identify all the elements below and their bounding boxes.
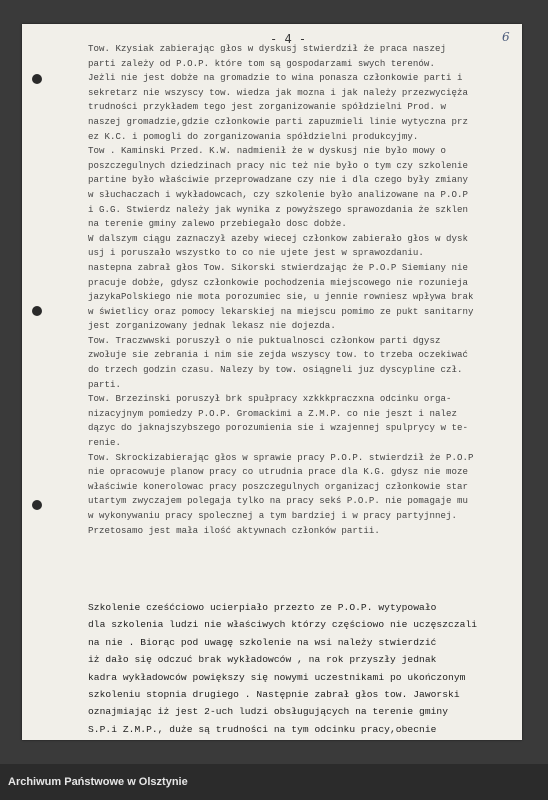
document-line: w słuchaczach i wykładowcach, czy szkolenie było analizowane na P.O.P	[88, 188, 468, 200]
document-line: utartym zwyczajem polegaja tylko na pracy sekś P.O.P. nie pomagaje mu	[88, 495, 468, 507]
document-line: S.P.i Z.M.P., duże są trudności na tym odcinku pracy,obecnie	[88, 723, 437, 735]
document-line: Przetosamo jest mała ilość aktywnach członków partii.	[88, 524, 380, 536]
document-line: renie.	[88, 437, 122, 449]
document-page	[22, 24, 522, 740]
document-line: Tow. Kzysiak zabierając głos w dyskusj stwierdził że praca naszej	[88, 43, 446, 54]
document-line: właściwie konerolowac pracy poszczegulnych organizacj członkowie star	[88, 480, 468, 492]
document-line: dązyc do jaknajszybszego porozumienia sie i wzajennej spulprycy w te-	[88, 422, 468, 434]
document-line: oznajmiając iż jest 2-uch ludzi obsługujących na terenie gminy	[88, 706, 449, 718]
document-line: do trzech godzin czasu. Nalezy by tow. osiągneli juz dyscypline czł.	[88, 364, 463, 376]
document-line: parti zależy od P.O.P. które tom są gospodarzami swych terenów.	[88, 57, 435, 69]
document-line: dla szkolenia ludzi nie właściwych którzy częściowo nie uczęszczali	[88, 619, 478, 631]
document-line: jest zorganizowany jednak lekasz nie dojezda.	[88, 320, 336, 332]
archive-footer-bar	[0, 764, 548, 800]
document-line: jazykaPolskiego nie mota porozumiec sie, u jennie rowniesz wpływa brak	[88, 291, 474, 303]
punch-hole-icon	[32, 306, 42, 316]
document-line: nastepna zabrał głos Tow. Sikorski stwierdzając że P.O.P Siemiany nie	[88, 261, 468, 273]
document-line: Jeżli nie jest dobże na gromadzie to wina ponasza członkowie parti i	[88, 72, 463, 84]
document-line: ez K.C. i pomogli do zorganizowania spółdzielni produkcyjmy.	[88, 130, 419, 142]
typed-paragraph-2	[88, 599, 518, 738]
document-line: Tow. Skrockizabierając głos w sprawie pracy P.O.P. stwierdził że P.O.P	[88, 451, 474, 463]
page-number: - 4 -	[270, 32, 307, 46]
document-line: naszej gromadzie,gdzie członkowie parti zapuzmieli linie wytyczna prz	[88, 115, 468, 127]
document-line: nie opracowuje planow pracy co utrudnia prace dla K.G. gdysz nie moze	[88, 466, 468, 478]
punch-hole-icon	[32, 74, 42, 84]
document-line: nizacyjnym pomiedzy P.O.P. Gromackimi a Z.M.P. co nie jeszt i nalez	[88, 407, 457, 419]
document-line: i G.G. Stwierdz należy jak wynika z powyższego sprawozdania że szklen	[88, 203, 468, 215]
document-line: trudności przykładem tego jest zorganizowanie spółdzielni Prod. w	[88, 101, 446, 113]
document-line: Tow . Kaminski Przed. K.W. nadmienił że w dyskusj nie było mowy o	[88, 145, 446, 157]
punch-hole-icon	[32, 500, 42, 510]
document-line: w wykonywaniu pracy spolecznej a tym bardziej i w pracy partyjnnej.	[88, 510, 457, 521]
document-line: kadra wykładowców powiększy się nowymi uczestnikami po ukończonym	[88, 671, 466, 683]
document-line: szkoleniu stopnia drugiego . Następnie zabrał głos tow. Jaworski	[88, 688, 460, 700]
document-line: w świetlicy oraz pomocy lekarskiej na miejscu pomimo ze pukt sanitarny	[88, 305, 474, 317]
archive-name: Archiwum Państwowe w Olsztynie	[8, 776, 188, 788]
document-line: W dalszym ciągu zaznaczył azeby wiecej członkow zabierało głos w dysk	[88, 232, 468, 244]
typed-paragraph-1	[88, 42, 518, 538]
document-line: sekretarz nie wszyscy tow. wiedza jak mozna i jak należy przezwycięża	[88, 86, 468, 98]
document-line: pracuje dobże, gdysz członkowie pochodzenia miejscowego nie rozunieja	[88, 276, 468, 288]
document-line: parti.	[88, 378, 122, 390]
document-line: poszczegulnych dziedzinach pracy nic też nie było o tym czy szkolenie	[88, 159, 468, 171]
document-line: usj i poruszało wszystko to co nie ujete jest w sprawozdaniu.	[88, 247, 424, 259]
document-line: Tow. Brzezinski poruszył brk spułpracy xzkkkpraczxna odcinku orga-	[88, 393, 452, 405]
document-line: partine było właściwie przeprowadzane czy nie i dla czego były zmiany	[88, 174, 468, 186]
document-line: Szkolenie cześćciowo ucierpiało przezto ze P.O.P. wytypowało	[88, 602, 437, 613]
document-line: zwołuje sie zebrania i nim sie zejda wszyscy tow. to trzeba oczekiwać	[88, 349, 468, 361]
folio-number: 6	[502, 30, 510, 44]
document-line: iż dało się odczuć brak wykładowców , na rok przyszły jednak	[88, 654, 437, 666]
document-line: na nie . Biorąc pod uwagę szkolenie na wsi należy stwierdzić	[88, 636, 437, 648]
document-line: Tow. Traczwwski poruszył o nie puktualnosci członkow parti dgysz	[88, 334, 441, 346]
document-line: na terenie gminy zalewo przebiegało dosc dobże.	[88, 218, 347, 230]
